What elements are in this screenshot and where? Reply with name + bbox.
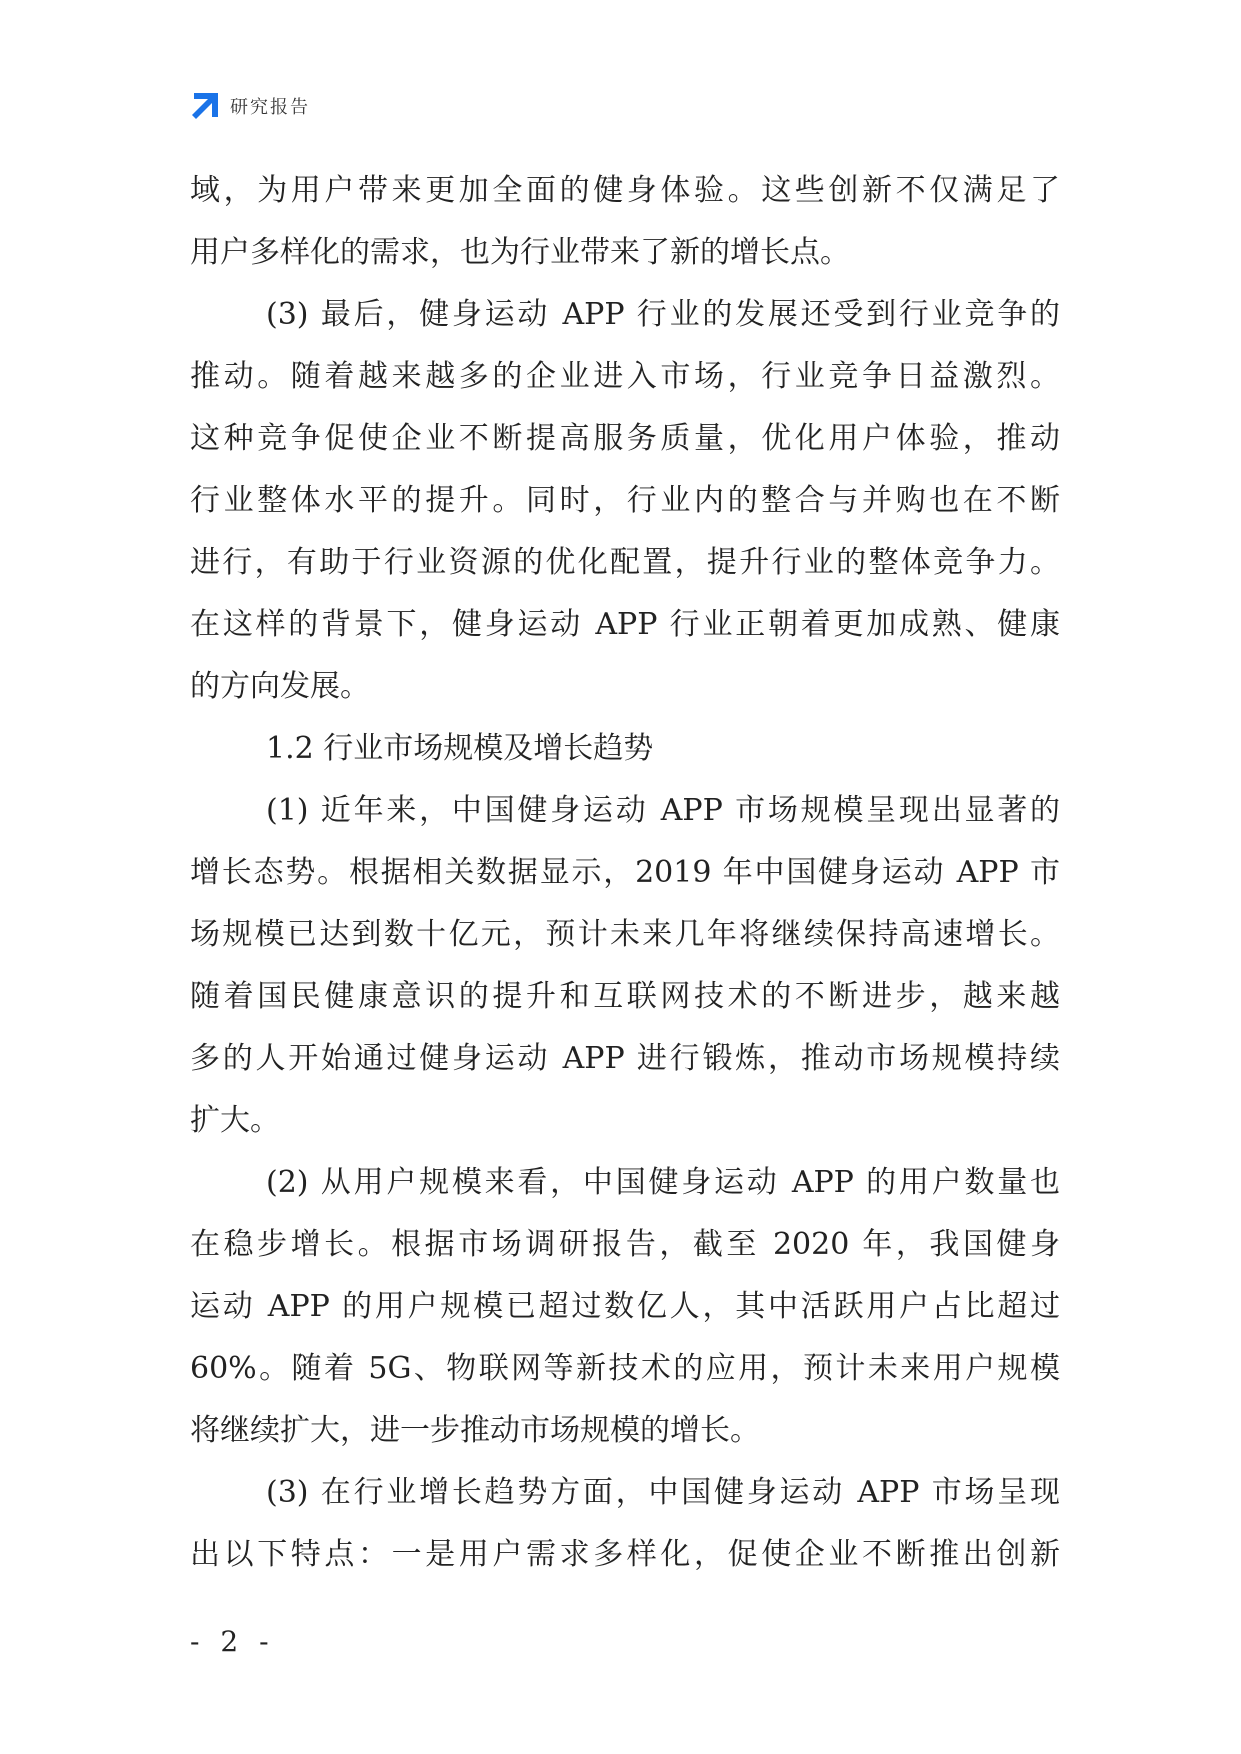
text-line: 场规模已达到数十亿元，预计未来几年将继续保持高速增长。: [190, 917, 1060, 952]
text-line: 出以下特点：一是用户需求多样化，促使企业不断推出创新: [190, 1537, 1060, 1572]
section-heading: 1.2 行业市场规模及增长趋势: [266, 731, 654, 766]
logo-arrow-icon: [190, 91, 220, 121]
text-line: 运动 APP 的用户规模已超过数亿人，其中活跃用户占比超过: [190, 1289, 1060, 1324]
paragraph-start: (3) 在行业增长趋势方面，中国健身运动 APP 市场呈现: [266, 1475, 1060, 1510]
report-header: [190, 88, 310, 124]
text-line: 域，为用户带来更加全面的健身体验。这些创新不仅满足了: [190, 173, 1060, 208]
text-line: 在稳步增长。根据市场调研报告，截至 2020 年，我国健身: [190, 1227, 1060, 1262]
text-line: 多的人开始通过健身运动 APP 进行锻炼，推动市场规模持续: [190, 1041, 1060, 1076]
paragraph-start: (2) 从用户规模来看，中国健身运动 APP 的用户数量也: [266, 1165, 1060, 1200]
report-title: 研究报告: [230, 97, 310, 118]
text-line: 进行，有助于行业资源的优化配置，提升行业的整体竞争力。: [190, 545, 1060, 580]
document-body: [190, 160, 1060, 1586]
text-line: 增长态势。根据相关数据显示，2019 年中国健身运动 APP 市: [190, 855, 1060, 890]
page-number: - 2 -: [190, 1625, 275, 1658]
text-line: 扩大。: [190, 1103, 280, 1138]
text-line: 在这样的背景下，健身运动 APP 行业正朝着更加成熟、健康: [190, 607, 1060, 642]
text-line: 用户多样化的需求，也为行业带来了新的增长点。: [190, 235, 850, 270]
text-line: 这种竞争促使企业不断提高服务质量，优化用户体验，推动: [190, 421, 1060, 456]
paragraph-start: (3) 最后，健身运动 APP 行业的发展还受到行业竞争的: [266, 297, 1060, 332]
text-line: 随着国民健康意识的提升和互联网技术的不断进步，越来越: [190, 979, 1060, 1014]
text-line: 行业整体水平的提升。同时，行业内的整合与并购也在不断: [190, 483, 1060, 518]
text-line: 60%。随着 5G、物联网等新技术的应用，预计未来用户规模: [190, 1351, 1060, 1386]
text-line: 将继续扩大，进一步推动市场规模的增长。: [190, 1413, 760, 1448]
paragraph-start: (1) 近年来，中国健身运动 APP 市场规模呈现出显著的: [266, 793, 1060, 828]
text-line: 的方向发展。: [190, 669, 370, 704]
text-line: 推动。随着越来越多的企业进入市场，行业竞争日益激烈。: [190, 359, 1060, 394]
